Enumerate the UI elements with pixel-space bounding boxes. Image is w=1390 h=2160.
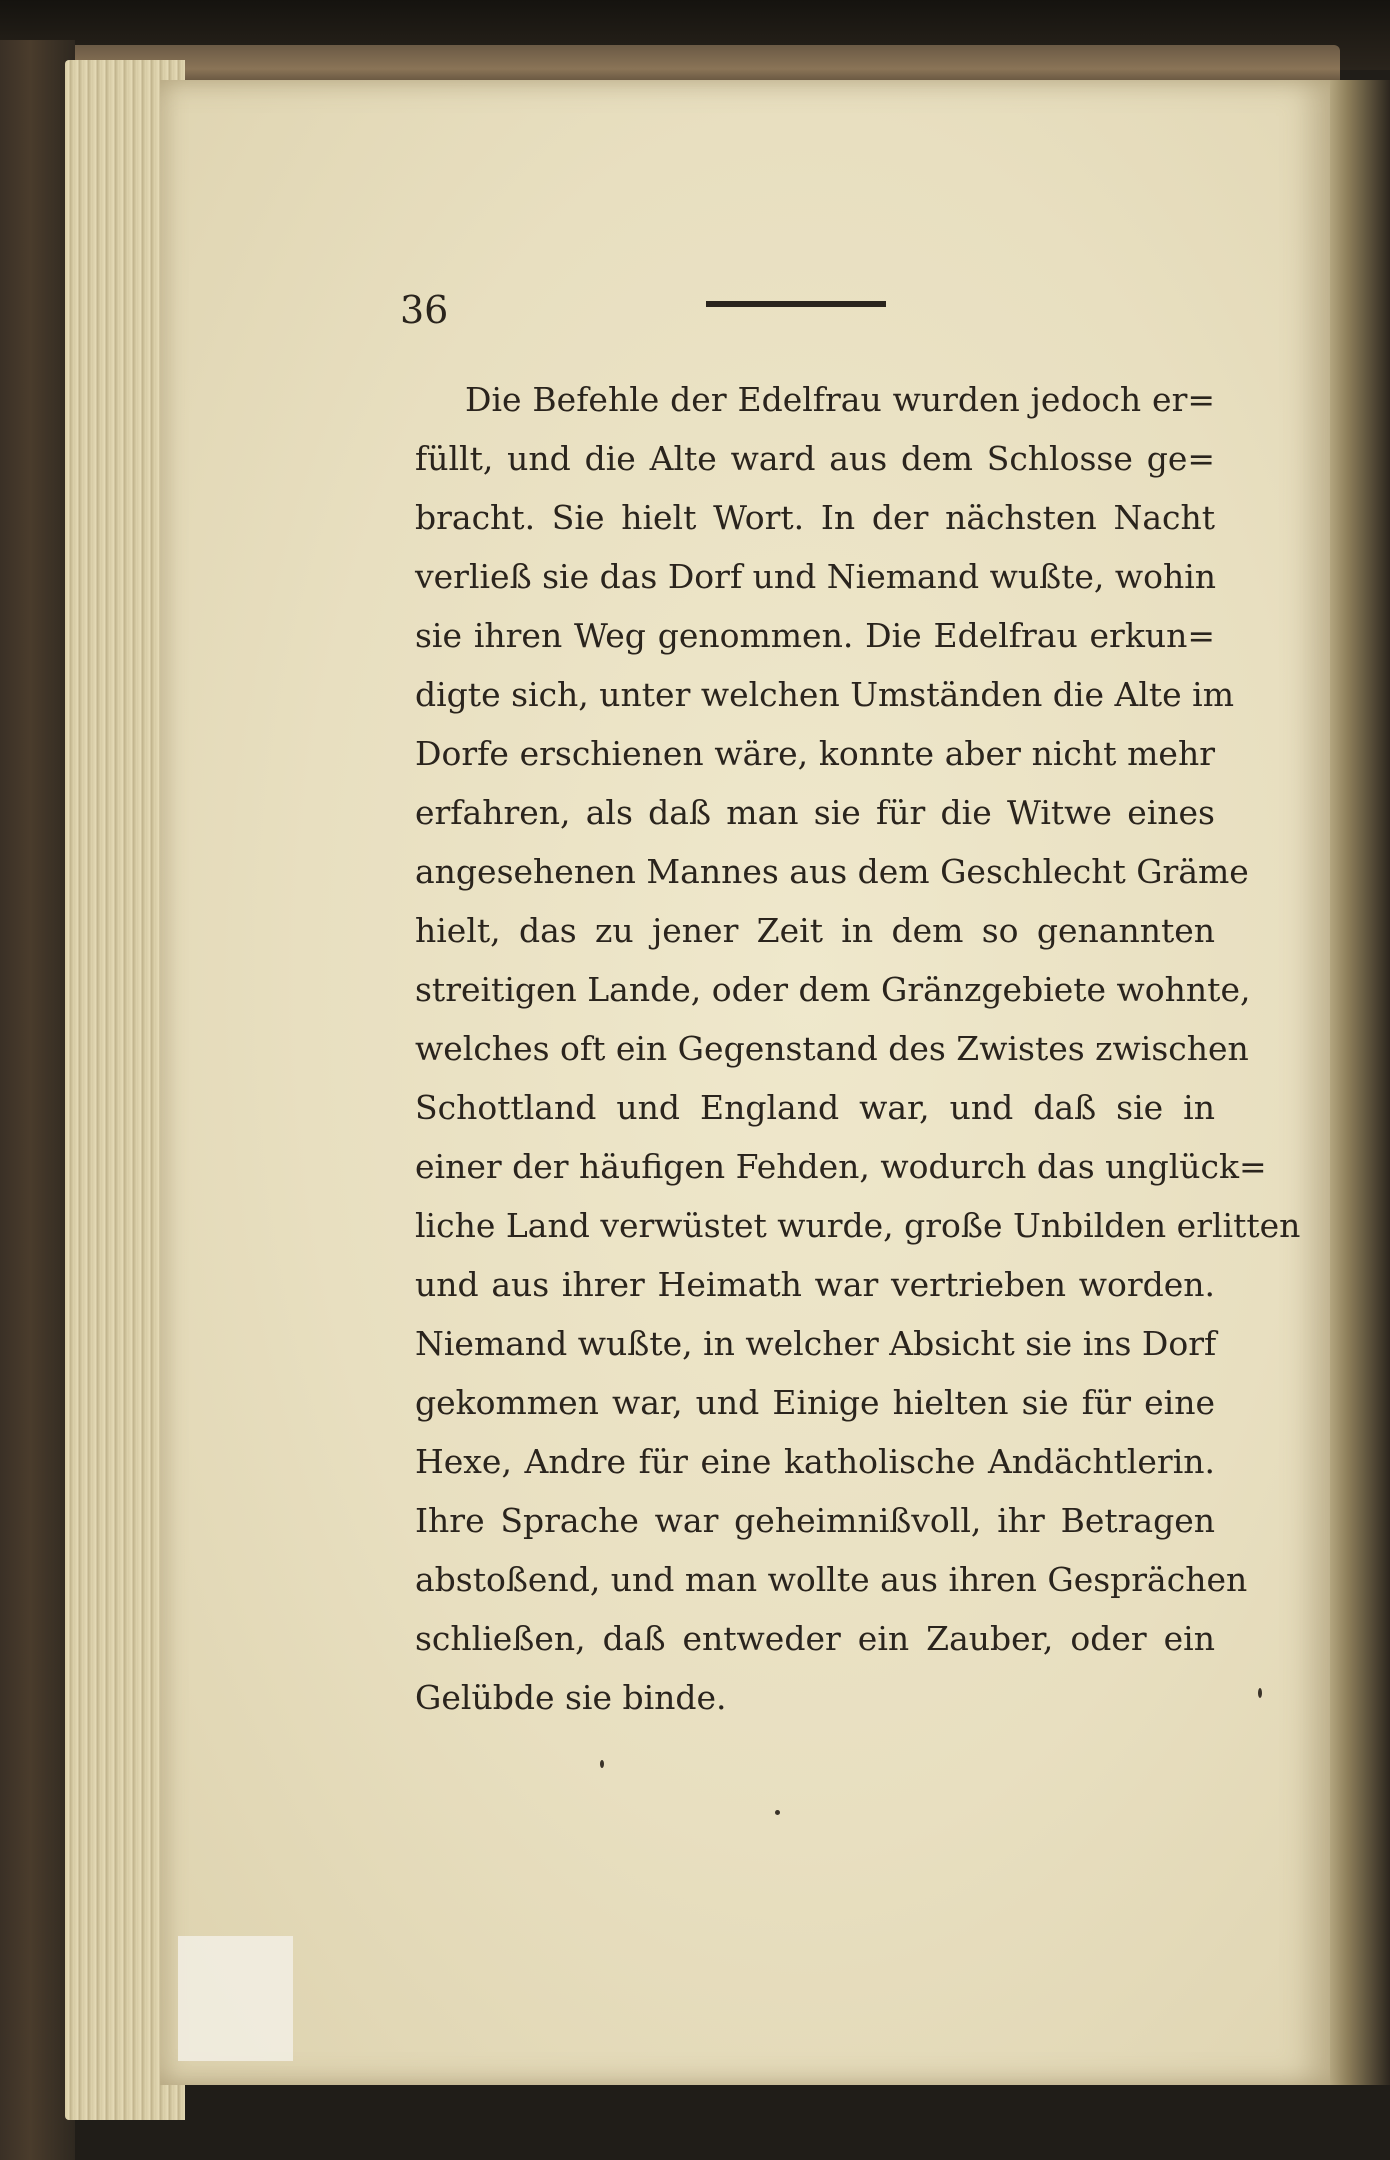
- text-line: bracht. Sie hielt Wort. In der nächsten Nacht: [415, 498, 1215, 537]
- text-line: erfahren, als daß man sie für die Witwe eines: [415, 793, 1215, 832]
- paper-slip: [178, 1936, 293, 2061]
- text-line: welches oft ein Gegenstand des Zwistes zwischen: [415, 1029, 1249, 1068]
- text-line: angesehenen Mannes aus dem Geschlecht Gräme: [415, 852, 1249, 891]
- text-line: streitigen Lande, oder dem Gränzgebiete wohnte,: [415, 970, 1251, 1009]
- text-line: hielt, das zu jener Zeit in dem so genannten: [415, 911, 1215, 950]
- ink-speck: [775, 1810, 780, 1815]
- text-line: Hexe, Andre für eine katholische Andächtlerin.: [415, 1442, 1215, 1481]
- text-line: einer der häufigen Fehden, wodurch das unglück=: [415, 1147, 1267, 1186]
- text-line: Gelübde sie binde.: [415, 1678, 727, 1717]
- ink-speck: [600, 1760, 604, 1768]
- text-line: verließ sie das Dorf und Niemand wußte, wohin: [415, 557, 1217, 596]
- book-cover-edge: [20, 45, 1340, 85]
- text-line: liche Land verwüstet wurde, große Unbilden erlitten: [415, 1206, 1301, 1245]
- text-line: sie ihren Weg genommen. Die Edelfrau erkun=: [415, 616, 1215, 655]
- ink-speck: [1258, 1688, 1262, 1698]
- text-line: Dorfe erschienen wäre, konnte aber nicht mehr: [415, 734, 1215, 773]
- text-line: gekommen war, und Einige hielten sie für eine: [415, 1383, 1215, 1422]
- text-line: füllt, und die Alte ward aus dem Schlosse ge=: [415, 439, 1215, 478]
- text-line: Die Befehle der Edelfrau wurden jedoch er=: [465, 380, 1215, 419]
- page-number: 36: [400, 288, 449, 332]
- book-spine: [0, 40, 75, 2160]
- header-rule: [706, 301, 886, 307]
- text-line: und aus ihrer Heimath war vertrieben worden.: [415, 1265, 1215, 1304]
- book-gutter: [1320, 80, 1390, 2085]
- page-body-text: [415, 370, 1301, 1727]
- text-line: Niemand wußte, in welcher Absicht sie ins Dorf: [415, 1324, 1217, 1363]
- text-line: Schottland und England war, und daß sie in: [415, 1088, 1215, 1127]
- text-line: digte sich, unter welchen Umständen die Alte im: [415, 675, 1235, 714]
- text-line: Ihre Sprache war geheimnißvoll, ihr Betragen: [415, 1501, 1215, 1540]
- text-line: schließen, daß entweder ein Zauber, oder ein: [415, 1619, 1215, 1658]
- text-line: abstoßend, und man wollte aus ihren Gesprächen: [415, 1560, 1248, 1599]
